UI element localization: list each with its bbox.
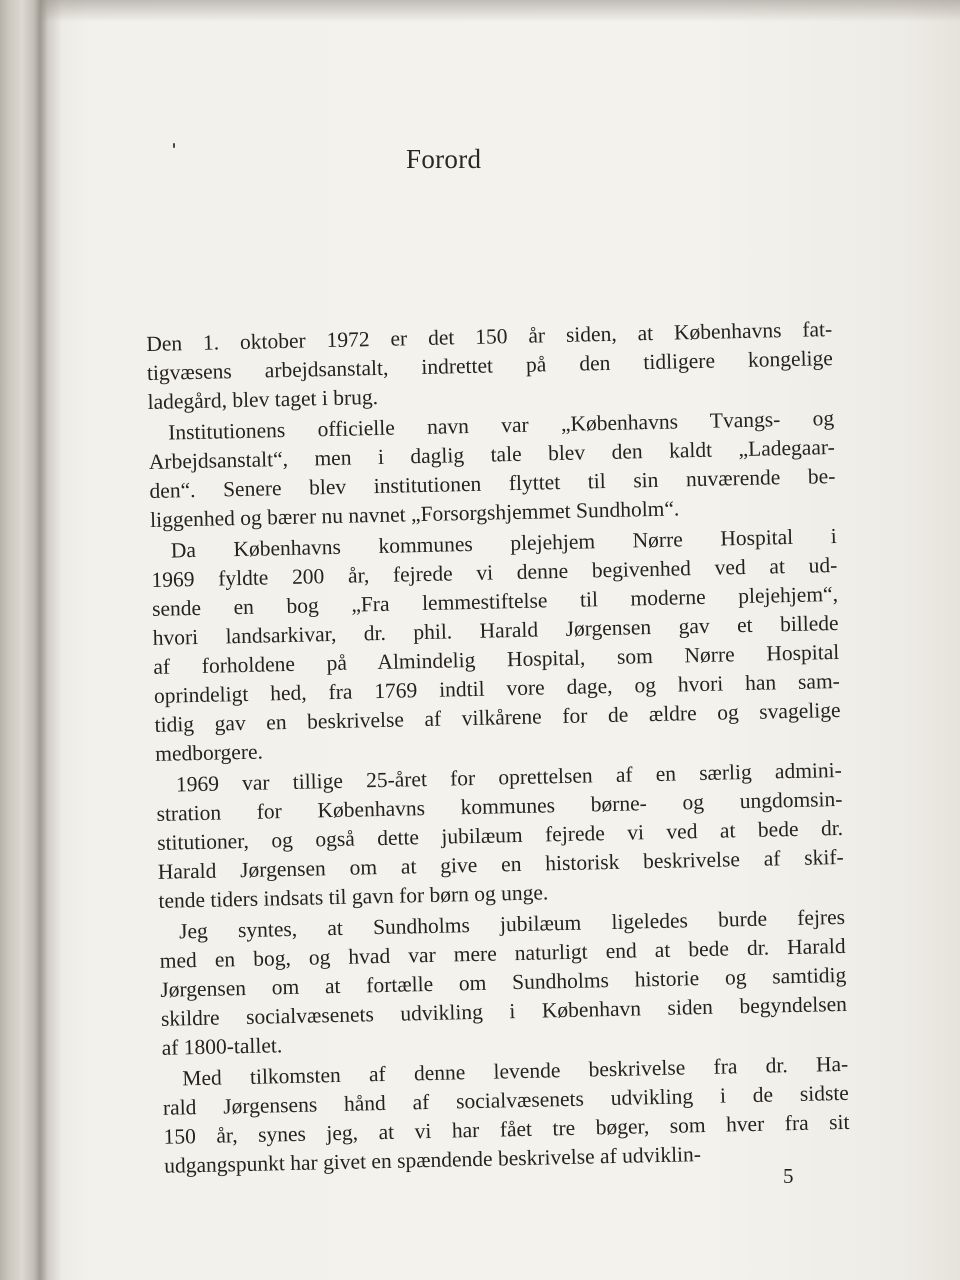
text-line: medborgere. (154, 739, 264, 766)
paragraph (159, 903, 848, 1063)
page-heading: Forord (406, 144, 482, 174)
text-line: af forholdene på Almindelig Hospital, som Nørre Hospital (153, 639, 840, 679)
text-line: af 1800-tallet. (161, 1033, 283, 1060)
text-line: med en bog, og hvad var mere naturligt end at bede dr. Harald (159, 933, 846, 973)
text-line: Institutionens officielle navn var „Københavns Tvangs- og (167, 406, 835, 445)
text-line: Da Københavns kommunes plejehjem Nørre Hospital i (170, 523, 837, 563)
book-spine-edge (0, 0, 40, 1280)
text-line: 1969 var tillige 25-året for oprettelsen af en særlig admini- (175, 757, 843, 797)
text-line: ladegård, blev taget i brug. (147, 384, 379, 414)
paragraph (151, 522, 842, 769)
stray-ink-mark (173, 143, 175, 148)
paragraph (146, 315, 834, 417)
text-line: tigvæsens arbejdsanstalt, indrettet på den tidligere kongelige (146, 346, 834, 385)
text-line: udgangspunkt har givet en spændende beskrivelse af udviklin- (163, 1142, 702, 1178)
text-line: 1969 fyldte 200 år, fejrede vi denne begivenhed ved at ud- (151, 552, 838, 592)
text-line: hvori landsarkivar, dr. phil. Harald Jørgensen gav et billede (152, 610, 839, 650)
paragraph (148, 404, 836, 535)
text-line: Med tilkomsten af denne levende beskrivelse fra dr. Ha- (182, 1051, 849, 1091)
paragraph (156, 756, 845, 916)
text-line: 150 år, synes jeg, at vi har fået tre bøger, som hver fra sit (163, 1109, 850, 1149)
text-line: Den 1. oktober 1972 er det 150 år siden, at Københavns fat- (146, 317, 833, 356)
text-line: rald Jørgensens hånd af socialvæsenets udvikling i de sidste (162, 1080, 850, 1120)
text-line: Arbejdsanstalt“, men i daglig tale blev den kaldt „Ladegaar- (148, 435, 835, 474)
text-line: liggenhed og bærer nu navnet „Forsorgshjemmet Sundholm“. (149, 496, 680, 532)
text-line: tidig gav en beskrivelse af vilkårene for de ældre og svagelige (154, 697, 841, 737)
text-line: stration for Københavns kommunes børne- og ungdomsin- (156, 786, 843, 826)
paragraph (162, 1050, 850, 1181)
text-line: stitutioner, og også dette jubilæum fejrede vi ved at bede dr. (156, 815, 844, 855)
text-line: Harald Jørgensen om at give en historisk beskrivelse af skif- (157, 844, 844, 884)
text-line: skildre socialvæsenets udvikling i København siden begyndelsen (160, 991, 848, 1031)
text-line: tende tiders indsats til gavn for børn og unge. (158, 880, 549, 913)
text-line: Jørgensen om at fortælle om Sundholms historie og samtidig (160, 962, 847, 1002)
body-text (146, 315, 850, 1183)
text-line: Jeg syntes, at Sundholms jubilæum ligeledes burde fejres (178, 904, 846, 944)
text-line: sende en bog „Fra lemmestiftelse til moderne plejehjem“, (151, 581, 839, 621)
text-line: oprindeligt hed, fra 1769 indtil vore dage, og hvori han sam- (153, 668, 841, 708)
text-line: den“. Senere blev institutionen flyttet til sin nuværende be- (149, 463, 836, 503)
book-page (40, 0, 960, 1280)
page-number: 5 (783, 1164, 794, 1188)
